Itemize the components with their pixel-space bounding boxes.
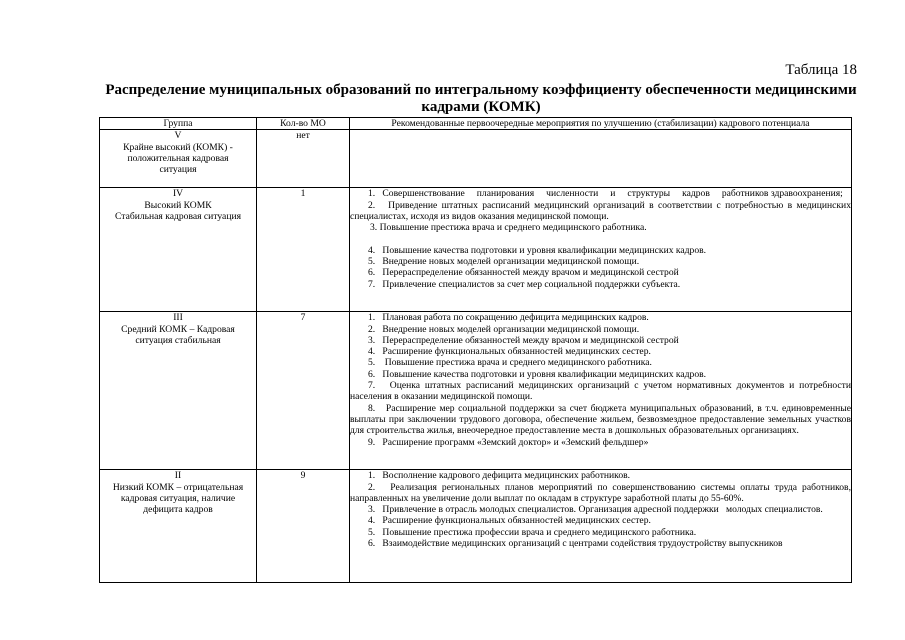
table-row — [100, 470, 852, 583]
recommendation-item: 3. Перераспределение обязанностей между врачом и медицинской сестрой — [368, 334, 679, 346]
recommendation-item: 5. Внедрение новых моделей организации медицинской помощи. — [368, 256, 640, 268]
komk-distribution-table — [99, 117, 852, 583]
group-line: Крайне высокий (КОМК) - — [123, 141, 233, 153]
mo-count-cell: 7 — [257, 312, 350, 470]
recommendation-item: 2. Внедрение новых моделей организации медицинской помощи. — [368, 323, 640, 335]
recommendation-item: 6. Повышение качества подготовки и уровня квалификации медицинских кадров. — [368, 368, 707, 380]
recommendation-item: 9. Расширение программ «Земский доктор» и «Земский фельдшер» — [368, 436, 649, 448]
group-line: ситуация стабильная — [135, 334, 221, 346]
recommendation-item: 4. Повышение качества подготовки и уровня квалификации медицинских кадров. — [368, 244, 707, 256]
group-cell — [100, 312, 257, 470]
recommendation-item: 7. Оценка штатных расписаний медицинских организаций с учетом нормативных документов и потребности населения в оказании медицинской помощи. — [350, 380, 851, 403]
recommendation-item: 4. Расширение функциональных обязанностей медицинских сестер. — [368, 515, 651, 527]
group-cell — [100, 130, 257, 188]
document-title: Распределение муниципальных образований по интегральному коэффициенту обеспеченности медицинскими кадрами (КОМК) — [105, 82, 857, 115]
mo-count-cell: 9 — [257, 470, 350, 583]
recommendations-cell — [350, 130, 852, 188]
group-line: V — [174, 130, 182, 142]
mo-count-cell: нет — [257, 130, 350, 188]
mo-count-cell: 1 — [257, 188, 350, 312]
group-cell — [100, 470, 257, 583]
recommendation-item: 2. Приведение штатных расписаний медицинский организаций в соответствии с потребностью в медицинских специалистах, исходя из видов оказания медицинской помощи. — [350, 199, 851, 222]
recommendation-item: 1. Плановая работа по сокращению дефицита медицинских кадров. — [368, 312, 649, 324]
recommendation-item: 8. Расширение мер социальной поддержки за счет бюджета муниципальных образований, в т.ч. единовременные выплаты при заключении трудового договора, обеспечение жильем, безвозмездное предоставление земельных участков для строительства жилья, внеочередное предоставление места в дошкольных образовательных организациях. — [350, 402, 851, 437]
group-line: ситуация — [159, 164, 197, 176]
group-line: IV — [172, 188, 184, 200]
recommendation-item — [350, 233, 851, 244]
recommendation-item: 1. Совершенствование планирования численности и структуры кадров работников здравоохранения; — [368, 188, 843, 200]
recommendation-item: 6. Перераспределение обязанностей между врачом и медицинской сестрой — [368, 267, 679, 279]
group-line: дефицита кадров — [143, 504, 213, 516]
group-line: Низкий КОМК – отрицательная — [112, 481, 244, 493]
table-row — [100, 130, 852, 188]
recommendation-item: 5. Повышение престижа профессии врача и среднего медицинского работника. — [368, 526, 697, 538]
table-header-row — [100, 118, 852, 130]
group-line: Стабильная кадровая ситуация — [114, 210, 241, 222]
recommendation-item: 5. Повышение престижа врача и среднего медицинского работника. — [368, 357, 652, 369]
recommendations-cell — [350, 312, 852, 470]
recommendation-item: 4. Расширение функциональных обязанностей медицинских сестер. — [368, 346, 651, 358]
group-line: положительная кадровая — [127, 152, 229, 164]
table-number: Таблица 18 — [785, 62, 857, 78]
recommendation-item: 3. Привлечение в отрасль молодых специалистов. Организация адресной поддержки молодых специалистов. — [368, 504, 823, 516]
header-count: Кол-во МО — [257, 118, 350, 130]
group-line: Средний КОМК – Кадровая — [121, 323, 235, 335]
table-body — [100, 130, 852, 583]
group-line: II — [174, 470, 182, 482]
header-group: Группа — [100, 118, 257, 130]
recommendation-item: 2. Реализация региональных планов мероприятий по совершенствованию системы оплаты труда работников, направленных на увеличение доли выплат по окладам в структуре заработной платы до 55-60%. — [350, 481, 851, 504]
group-cell — [100, 188, 257, 312]
group-line: III — [173, 312, 183, 324]
recommendations-cell — [350, 470, 852, 583]
recommendations-cell — [350, 188, 852, 312]
recommendation-item: 7. Привлечение специалистов за счет мер социальной поддержки субъекта. — [368, 278, 681, 290]
table-row — [100, 312, 852, 470]
recommendation-item: 1. Восполнение кадрового дефицита медицинских работников. — [368, 470, 631, 482]
recommendation-item: 6. Взаимодействие медицинских организаций с центрами содействия трудоустройству выпускников — [368, 538, 783, 550]
recommendation-item: 3. Повышение престижа врача и среднего медицинского работника. — [370, 222, 647, 234]
group-line: кадровая ситуация, наличие — [120, 492, 236, 504]
group-line: Высокий КОМК — [144, 199, 212, 211]
header-recommendations: Рекомендованные первоочередные мероприятия по улучшению (стабилизации) кадрового потенциала — [350, 118, 852, 130]
table-row — [100, 188, 852, 312]
